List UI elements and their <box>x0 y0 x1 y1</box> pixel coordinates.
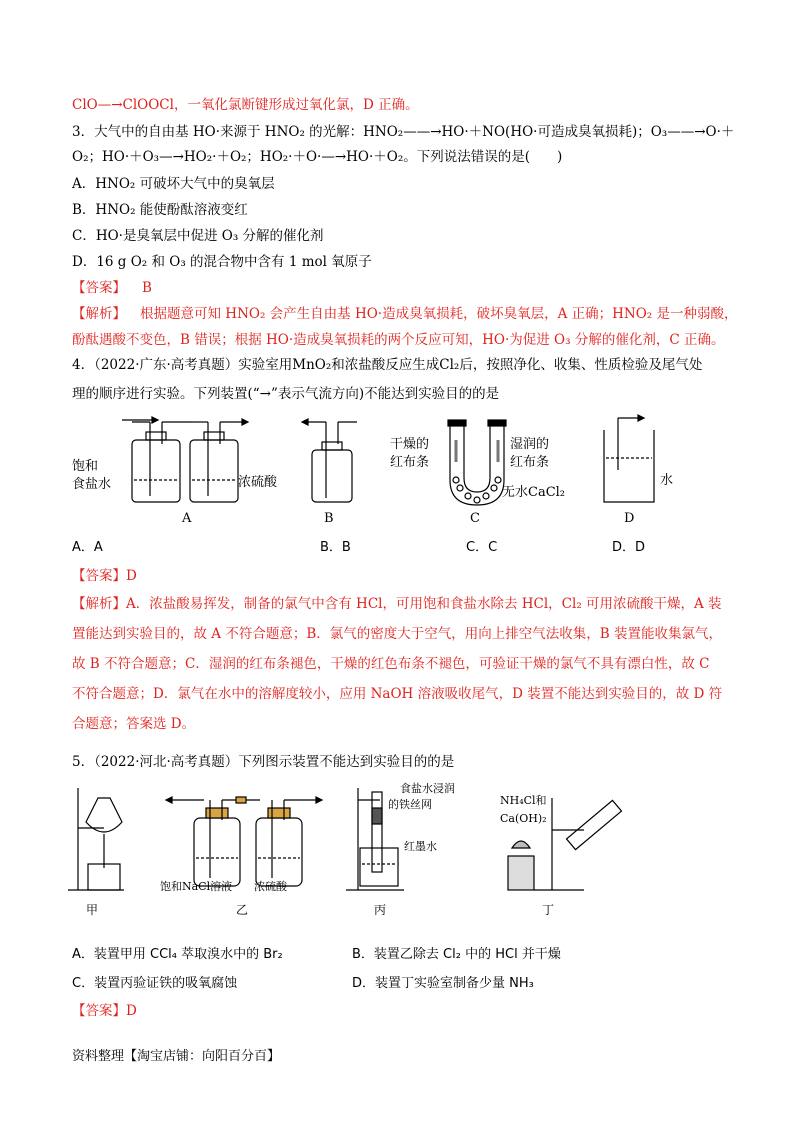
label-conc-acid: 浓硫酸 <box>254 880 287 893</box>
label-red-ink: 红墨水 <box>404 840 437 853</box>
q4-option-a: A．A <box>72 540 103 555</box>
wash-bottle-2 <box>190 440 238 502</box>
q5-option-b: B．装置乙除去 Cl₂ 中的 HCl 并干燥 <box>352 947 561 962</box>
label-water: 水 <box>660 473 674 488</box>
label-cacl2: 无水CaCl₂ <box>502 485 566 500</box>
q4-option-b: B．B <box>320 540 351 555</box>
q3-option-d: D．16 g O₂ 和 O₃ 的混合物中含有 1 mol 氧原子 <box>72 254 372 270</box>
answer-label: 【答案】 <box>72 1003 126 1019</box>
label-saturated: 饱和 <box>72 459 99 474</box>
u-tube <box>450 426 504 505</box>
q4-analysis-line2: 置能达到实验目的，故 A 不符合题意；B．氯气的密度大于空气，用向上排空气法收集，B 装置能收集氯气， <box>72 626 722 642</box>
q4-stem-line2: 理的顺序进行实验。下列装置(“→”表示气流方向)不能达到实验目的的是 <box>72 386 500 402</box>
caption-a: A <box>182 511 192 526</box>
answer-value: D <box>126 1003 137 1019</box>
answer-label: 【答案】 <box>72 280 126 296</box>
analysis-text: A．浓盐酸易挥发，制备的氯气中含有 HCl，可用饱和食盐水除去 HCl，Cl₂ 可用浓硫酸干燥，A 装 <box>126 596 722 612</box>
caption-c: C <box>470 511 480 526</box>
caption-bing: 丙 <box>374 903 387 917</box>
label-brine: 食盐水 <box>72 477 112 492</box>
q4-apparatus-figure <box>72 410 712 530</box>
q3-analysis-line2: 酚酞遇酸不变色，B 错误；根据 HO·造成臭氧损耗的两个反应可知，HO·为促进 O₃ 分解的催化剂，C 正确。 <box>72 332 725 348</box>
q4-analysis-line4: 不符合题意；D．氯气在水中的溶解度较小，应用 NaOH 溶液吸收尾气，D 装置不能达到实验目的，故 D 符 <box>72 686 723 702</box>
label-dry: 干燥的 <box>390 437 430 452</box>
q4-stem-line1: 4．（2022·广东·高考真题）实验室用MnO₂和浓盐酸反应生成Cl₂后，按照净化、收集、性质检验及尾气处 <box>72 357 703 373</box>
alcohol-lamp-flame <box>512 841 530 848</box>
analysis-label: 【解析】 <box>72 596 126 612</box>
q5-stem: 5．（2022·河北·高考真题）下列图示装置不能达到实验目的的是 <box>72 754 455 770</box>
collection-bottle <box>312 450 352 502</box>
test-tube-bing <box>372 792 382 872</box>
answer-value: B <box>142 280 152 296</box>
caption-ding: 丁 <box>542 903 555 917</box>
caption-b: B <box>324 511 334 526</box>
label-conc-acid: 浓硫酸 <box>238 475 278 490</box>
q5-option-a: A．装置甲用 CCl₄ 萃取溴水中的 Br₂ <box>72 947 283 962</box>
beaker-bing <box>360 848 398 886</box>
footer-source: 资料整理【淘宝店铺：向阳百分百】 <box>72 1049 281 1064</box>
beaker <box>604 430 654 502</box>
label-red-strip-1: 红布条 <box>390 455 430 470</box>
analysis-text: 根据题意可知 HNO₂ 会产生自由基 HO·造成臭氧损耗，破坏臭氧层，A 正确；HNO₂ 是一种弱酸， <box>140 306 738 322</box>
q5-answer <box>72 1001 137 1021</box>
q4-option-d: D．D <box>612 540 646 555</box>
label-caoh2: Ca(OH)₂ <box>500 812 547 825</box>
q3-option-b: B．HNO₂ 能使酚酞溶液变红 <box>72 202 248 218</box>
q3-stem-line1: 3．大气中的自由基 HO·来源于 HNO₂ 的光解：HNO₂——→HO·＋NO(HO·可造成臭氧损耗)；O₃——→O·＋ <box>72 124 735 140</box>
stopper-1 <box>146 432 166 440</box>
q4-analysis-line5: 合题意；答案选 D。 <box>72 716 196 732</box>
label-brine-soaked-2: 的铁丝网 <box>388 798 432 811</box>
q3-stem-line2: O₂；HO·＋O₃—→HO₂·＋O₂；HO₂·＋O·—→HO·＋O₂。下列说法错误的是( ) <box>72 149 563 165</box>
label-nh4cl: NH₄Cl和 <box>500 794 547 807</box>
q3-analysis-line1 <box>72 304 737 324</box>
q5-option-c: C．装置丙验证铁的吸氧腐蚀 <box>72 976 238 991</box>
label-brine-soaked-1: 食盐水浸润 <box>400 782 455 795</box>
q5-option-d: D．装置丁实验室制备少量 NH₃ <box>352 976 534 991</box>
reaction-test-tube <box>567 800 622 849</box>
label-nacl: 饱和NaCl溶液 <box>160 880 233 893</box>
caption-d: D <box>624 511 635 526</box>
flow-arrow-head <box>152 417 158 423</box>
q3-option-a: A．HNO₂ 可破坏大气中的臭氧层 <box>72 176 275 192</box>
label-red-strip-2: 红布条 <box>510 455 550 470</box>
stopper-2 <box>204 432 224 440</box>
answer-value: D <box>126 568 137 584</box>
block-support <box>508 856 534 890</box>
q5-apparatus-figure <box>64 778 684 918</box>
answer-label: 【答案】 <box>72 568 126 584</box>
caption-yi: 乙 <box>236 903 249 917</box>
intro-line: ClO—→ClOOCl，一氧化氯断键形成过氧化氯，D 正确。 <box>72 97 419 113</box>
label-wet: 湿润的 <box>510 437 550 452</box>
wash-bottle-1 <box>132 440 180 502</box>
separatory-funnel <box>86 798 122 832</box>
q3-answer <box>72 278 152 298</box>
wash-bottle-acid <box>256 818 302 886</box>
q4-analysis-line3: 故 B 不符合题意；C．湿润的红布条褪色，干燥的红色布条不褪色，可验证干燥的氯气不具有漂白性，故 C <box>72 656 710 672</box>
q3-option-c: C．HO·是臭氧层中促进 O₃ 分解的催化剂 <box>72 228 324 244</box>
q4-answer <box>72 566 137 586</box>
caption-jia: 甲 <box>86 903 99 917</box>
q4-analysis-line1 <box>72 594 722 614</box>
analysis-label: 【解析】 <box>72 306 126 322</box>
q4-option-c: C．C <box>466 540 498 555</box>
wash-bottle-nacl <box>194 818 240 886</box>
